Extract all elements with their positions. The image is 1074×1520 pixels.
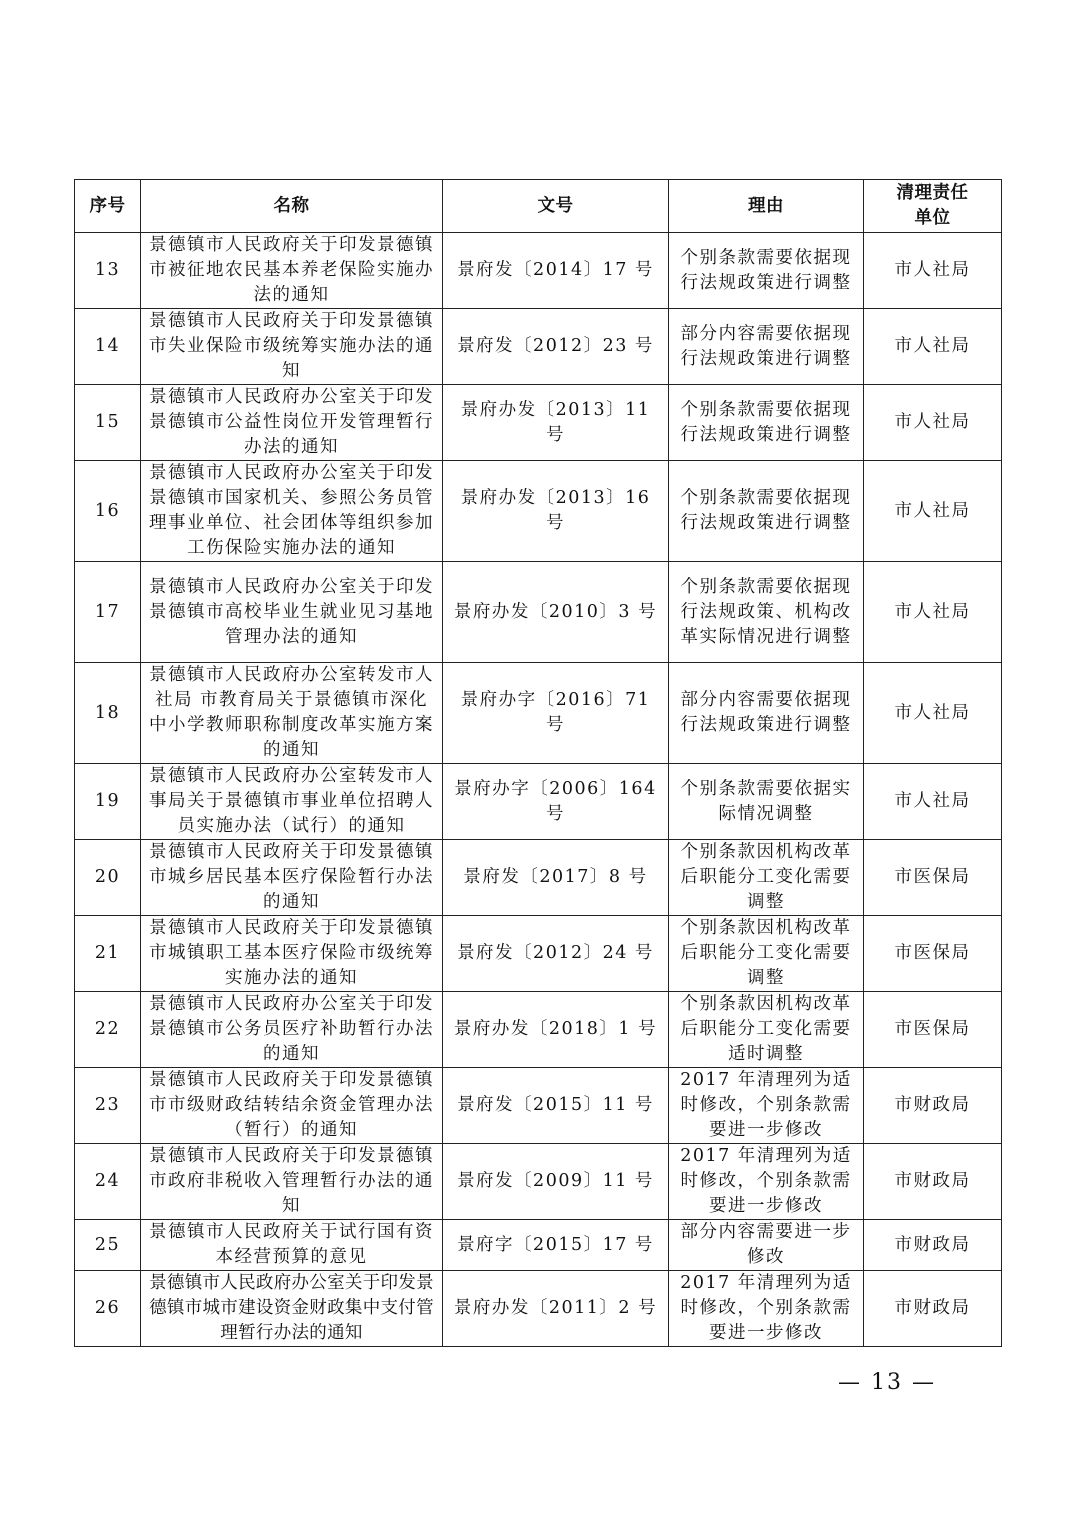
cell-unit: 市人社局 bbox=[864, 233, 1002, 309]
cell-unit: 市人社局 bbox=[864, 461, 1002, 562]
cell-doc-no: 景府发〔2017〕8 号 bbox=[443, 840, 669, 916]
cell-unit: 市财政局 bbox=[864, 1271, 1002, 1347]
table-row bbox=[75, 1068, 1002, 1144]
header-name: 名称 bbox=[141, 180, 443, 233]
table-header-row bbox=[75, 180, 1002, 233]
cell-reason: 2017 年清理列为适时修改，个别条款需要进一步修改 bbox=[669, 1271, 864, 1347]
cell-reason: 个别条款需要依据现行法规政策进行调整 bbox=[669, 461, 864, 562]
cell-doc-no: 景府办发〔2011〕2 号 bbox=[443, 1271, 669, 1347]
cell-name: 景德镇市人民政府办公室关于印发景德镇市公务员医疗补助暂行办法的通知 bbox=[141, 992, 443, 1068]
cell-doc-no: 景府办发〔2010〕3 号 bbox=[443, 562, 669, 663]
cell-doc-no: 景府发〔2012〕23 号 bbox=[443, 309, 669, 385]
cell-reason: 个别条款需要依据实际情况调整 bbox=[669, 764, 864, 840]
cell-name: 景德镇市人民政府关于试行国有资本经营预算的意见 bbox=[141, 1220, 443, 1271]
cell-seq: 19 bbox=[75, 764, 141, 840]
table-row bbox=[75, 916, 1002, 992]
cell-reason: 个别条款因机构改革后职能分工变化需要调整 bbox=[669, 840, 864, 916]
cell-doc-no: 景府办字〔2016〕71 号 bbox=[443, 663, 669, 764]
cell-name: 景德镇市人民政府关于印发景德镇市被征地农民基本养老保险实施办法的通知 bbox=[141, 233, 443, 309]
cell-doc-no: 景府发〔2015〕11 号 bbox=[443, 1068, 669, 1144]
cell-doc-no: 景府办发〔2018〕1 号 bbox=[443, 992, 669, 1068]
cell-unit: 市财政局 bbox=[864, 1220, 1002, 1271]
cell-doc-no: 景府办发〔2013〕16 号 bbox=[443, 461, 669, 562]
cell-reason: 个别条款因机构改革后职能分工变化需要调整 bbox=[669, 916, 864, 992]
cell-seq: 23 bbox=[75, 1068, 141, 1144]
table-row bbox=[75, 1144, 1002, 1220]
cell-unit: 市人社局 bbox=[864, 385, 1002, 461]
cell-seq: 25 bbox=[75, 1220, 141, 1271]
header-doc-no: 文号 bbox=[443, 180, 669, 233]
table-row bbox=[75, 233, 1002, 309]
cell-name: 景德镇市人民政府关于印发景德镇市城镇职工基本医疗保险市级统筹实施办法的通知 bbox=[141, 916, 443, 992]
cell-name: 景德镇市人民政府办公室关于印发景德镇市国家机关、参照公务员管理事业单位、社会团体等组织参加工伤保险实施办法的通知 bbox=[141, 461, 443, 562]
cell-reason: 个别条款需要依据现行法规政策进行调整 bbox=[669, 385, 864, 461]
cell-doc-no: 景府发〔2012〕24 号 bbox=[443, 916, 669, 992]
cell-reason: 部分内容需要依据现行法规政策进行调整 bbox=[669, 309, 864, 385]
cell-seq: 20 bbox=[75, 840, 141, 916]
cell-seq: 22 bbox=[75, 992, 141, 1068]
header-reason: 理由 bbox=[669, 180, 864, 233]
cell-unit: 市医保局 bbox=[864, 992, 1002, 1068]
table-row bbox=[75, 992, 1002, 1068]
cell-unit: 市人社局 bbox=[864, 663, 1002, 764]
cell-name: 景德镇市人民政府办公室关于印发景德镇市公益性岗位开发管理暂行办法的通知 bbox=[141, 385, 443, 461]
cell-reason: 2017 年清理列为适时修改，个别条款需要进一步修改 bbox=[669, 1068, 864, 1144]
table-row bbox=[75, 1220, 1002, 1271]
table-row bbox=[75, 1271, 1002, 1347]
cell-name: 景德镇市人民政府关于印发景德镇市政府非税收入管理暂行办法的通知 bbox=[141, 1144, 443, 1220]
table-row bbox=[75, 562, 1002, 663]
cell-name: 景德镇市人民政府关于印发景德镇市市级财政结转结余资金管理办法（暂行）的通知 bbox=[141, 1068, 443, 1144]
cell-unit: 市医保局 bbox=[864, 916, 1002, 992]
cell-name: 景德镇市人民政府办公室关于印发景德镇市高校毕业生就业见习基地管理办法的通知 bbox=[141, 562, 443, 663]
header-unit: 清理责任单位 bbox=[864, 180, 1002, 233]
cell-name: 景德镇市人民政府办公室关于印发景德镇市城市建设资金财政集中支付管理暂行办法的通知 bbox=[141, 1271, 443, 1347]
cell-unit: 市财政局 bbox=[864, 1144, 1002, 1220]
cell-seq: 26 bbox=[75, 1271, 141, 1347]
cell-name: 景德镇市人民政府办公室转发市人社局 市教育局关于景德镇市深化中小学教师职称制度改革实施方案的通知 bbox=[141, 663, 443, 764]
cell-name: 景德镇市人民政府关于印发景德镇市失业保险市级统筹实施办法的通知 bbox=[141, 309, 443, 385]
cell-doc-no: 景府发〔2009〕11 号 bbox=[443, 1144, 669, 1220]
cell-seq: 16 bbox=[75, 461, 141, 562]
cell-doc-no: 景府发〔2014〕17 号 bbox=[443, 233, 669, 309]
cell-doc-no: 景府办字〔2006〕164 号 bbox=[443, 764, 669, 840]
cell-seq: 18 bbox=[75, 663, 141, 764]
table-row bbox=[75, 764, 1002, 840]
cell-seq: 13 bbox=[75, 233, 141, 309]
table-row bbox=[75, 461, 1002, 562]
cell-seq: 21 bbox=[75, 916, 141, 992]
table-row bbox=[75, 309, 1002, 385]
table-row bbox=[75, 385, 1002, 461]
cell-unit: 市人社局 bbox=[864, 309, 1002, 385]
cell-reason: 部分内容需要依据现行法规政策进行调整 bbox=[669, 663, 864, 764]
cell-doc-no: 景府字〔2015〕17 号 bbox=[443, 1220, 669, 1271]
cell-seq: 24 bbox=[75, 1144, 141, 1220]
cell-unit: 市医保局 bbox=[864, 840, 1002, 916]
cell-reason: 部分内容需要进一步修改 bbox=[669, 1220, 864, 1271]
cell-reason: 个别条款因机构改革后职能分工变化需要适时调整 bbox=[669, 992, 864, 1068]
header-seq: 序号 bbox=[75, 180, 141, 233]
cell-name: 景德镇市人民政府关于印发景德镇市城乡居民基本医疗保险暂行办法的通知 bbox=[141, 840, 443, 916]
cell-unit: 市人社局 bbox=[864, 764, 1002, 840]
cell-seq: 17 bbox=[75, 562, 141, 663]
policy-cleanup-table bbox=[74, 179, 1002, 1347]
cell-name: 景德镇市人民政府办公室转发市人事局关于景德镇市事业单位招聘人员实施办法（试行）的通知 bbox=[141, 764, 443, 840]
cell-seq: 14 bbox=[75, 309, 141, 385]
cell-doc-no: 景府办发〔2013〕11 号 bbox=[443, 385, 669, 461]
cell-reason: 个别条款需要依据现行法规政策、机构改革实际情况进行调整 bbox=[669, 562, 864, 663]
table-row bbox=[75, 663, 1002, 764]
cell-unit: 市人社局 bbox=[864, 562, 1002, 663]
cell-reason: 2017 年清理列为适时修改，个别条款需要进一步修改 bbox=[669, 1144, 864, 1220]
cell-seq: 15 bbox=[75, 385, 141, 461]
table-row bbox=[75, 840, 1002, 916]
cell-reason: 个别条款需要依据现行法规政策进行调整 bbox=[669, 233, 864, 309]
cell-unit: 市财政局 bbox=[864, 1068, 1002, 1144]
page-number: — 13 — bbox=[838, 1370, 936, 1395]
